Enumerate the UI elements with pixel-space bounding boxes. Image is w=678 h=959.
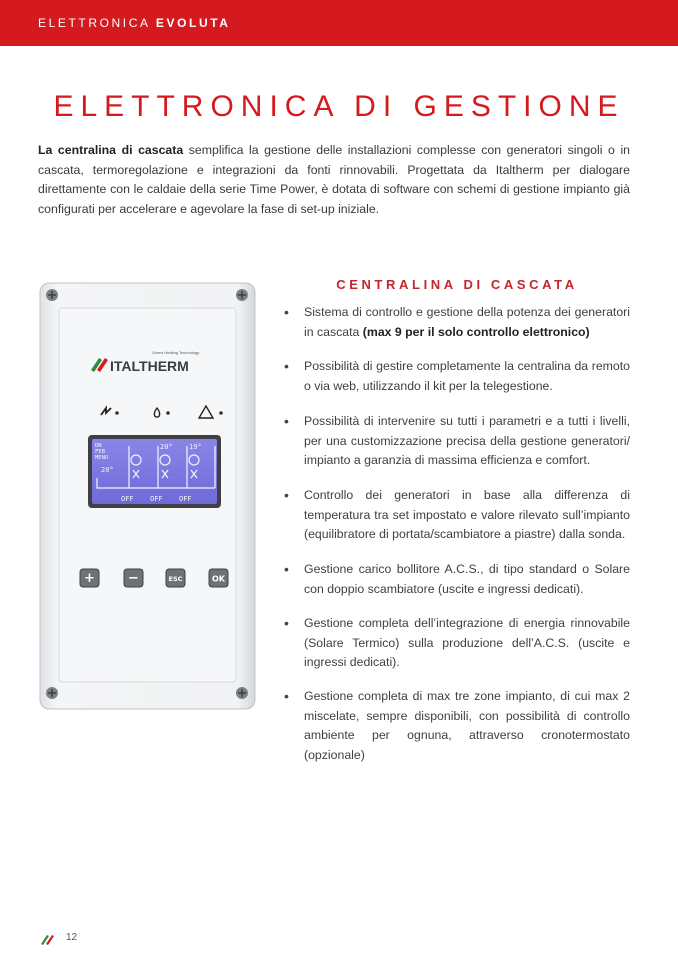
screen-label-2: FEB (95, 449, 105, 455)
plus-button-label: + (84, 571, 95, 586)
intro-lead: La centralina di cascata (38, 143, 184, 157)
feature-text: Possibilità di intervenire su tutti i parametri e a tutti i livelli, per una customizzazione precisa della gestione generatori/ impianto a garanzia di massima efficienza e comfort. (304, 414, 630, 467)
flame-led-icon (166, 411, 170, 415)
bullet-icon: • (284, 358, 289, 374)
minus-button[interactable] (124, 569, 143, 587)
bullet-icon: • (284, 413, 289, 429)
power-led-icon (115, 411, 119, 415)
screw-icon (46, 289, 58, 301)
feature-text: Gestione completa di max tre zone impianto, di cui max 2 miscelate, sempre disponibili, con possibilità di controllo ambiente per ognuna, attraverso cronotermostato (opzionale) (304, 689, 630, 762)
header-brand-bold: EVOLUTA (155, 16, 231, 30)
screw-icon (46, 687, 58, 699)
screen-temp-2: 19° (189, 443, 202, 451)
esc-button[interactable] (166, 569, 185, 587)
bullet-icon: • (284, 304, 289, 320)
feature-text: Gestione completa dell’integrazione di energia rinnovabile (Solare Termico) sulla produzione dell’A.C.S. (uscite e ingressi dedicati). (304, 616, 630, 669)
screen-temp-1: 20° (160, 443, 173, 451)
list-item (284, 560, 630, 599)
list-item (284, 303, 630, 342)
feature-text: Gestione carico bollitore A.C.S., di tipo standard o Solare con doppio scambiatore (uscite e ingressi dedicati). (304, 562, 630, 596)
warning-led-icon (219, 411, 223, 415)
plus-button[interactable] (80, 569, 99, 587)
ok-button-label: OK (212, 574, 225, 584)
header-brand (38, 16, 231, 30)
esc-button-label: ESC (168, 575, 183, 583)
cascade-controller-image (39, 282, 256, 710)
bullet-icon: • (284, 487, 289, 503)
screen-status-2: OFF (150, 495, 163, 503)
device-brand: ITALTHERM (110, 358, 189, 374)
ok-button[interactable] (209, 569, 228, 587)
header-brand-light: ELETTRONICA (38, 16, 150, 30)
screw-icon (236, 289, 248, 301)
bullet-icon: • (284, 615, 289, 631)
intro-body: semplifica la gestione delle installazioni complesse con generatori singoli o in cascata, termoregolazione e integrazioni da fonti rinnovabili. Progettata da Italtherm per dialogare direttamente con le caldaie della serie Time Power, è dotata di software con schemi di gestione impianto già configurati per accelerare e agevolare la fase di set-up iniziale. (38, 143, 631, 216)
screen-label-3: MENU (95, 455, 109, 461)
screw-icon (236, 687, 248, 699)
feature-text: Possibilità di gestire completamente la centralina da remoto o via web, utilizzando il kit per la telegestione. (304, 359, 630, 393)
feature-text: Controllo dei generatori in base alla differenza di temperatura tra set impostato e valore rilevato sull’impianto (equilibratore di portata/scambiatore a piastre) dalla sonda. (304, 488, 630, 541)
screen-status-1: OFF (121, 495, 134, 503)
screen-left-temp: 20° (101, 466, 114, 474)
feature-bold: (max 9 per il solo controllo elettronico) (362, 324, 590, 339)
bullet-icon: • (284, 561, 289, 577)
list-item (284, 614, 630, 673)
section-title: CENTRALINA DI CASCATA (336, 277, 578, 292)
footer-logo-icon (40, 931, 60, 945)
intro-paragraph (38, 141, 630, 219)
screen-label-1: DN (95, 443, 102, 449)
device-tagline: Green Heating Technology (152, 350, 200, 355)
screen-status-3: OFF (179, 495, 192, 503)
list-item (284, 486, 630, 545)
bullet-icon: • (284, 688, 289, 704)
list-item (284, 357, 630, 396)
page-number: 12 (66, 932, 78, 943)
header-bar (0, 0, 678, 46)
minus-button-label: − (128, 571, 139, 586)
page-title: ELETTRONICA DI GESTIONE (53, 90, 625, 123)
feature-text: Sistema di controllo e gestione della potenza dei generatori in cascata (304, 305, 630, 339)
list-item (284, 687, 630, 765)
list-item (284, 412, 630, 471)
